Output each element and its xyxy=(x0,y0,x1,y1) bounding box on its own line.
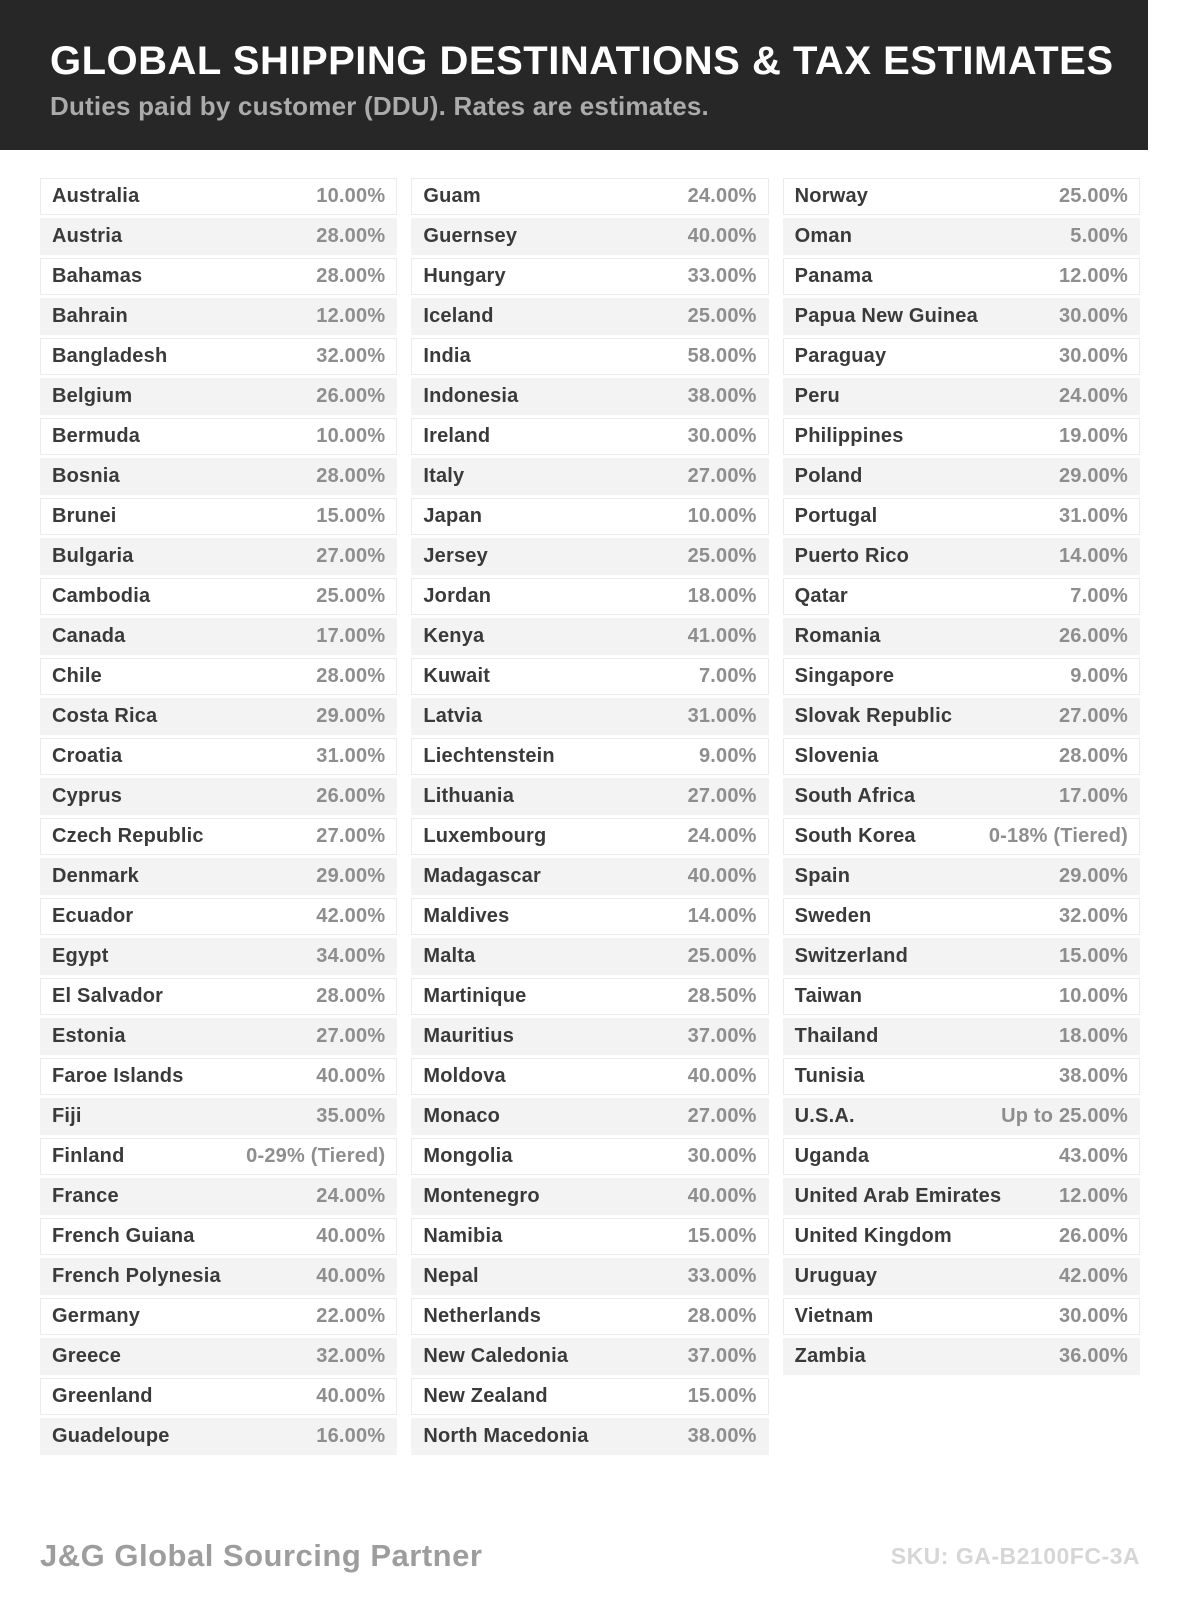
table-row xyxy=(411,1138,768,1175)
tax-rate: 30.00% xyxy=(1058,1305,1128,1327)
country-name: Brunei xyxy=(52,505,117,527)
country-name: Monaco xyxy=(423,1105,501,1127)
tax-rate: 37.00% xyxy=(687,1025,757,1047)
table-row xyxy=(783,658,1140,695)
header-banner xyxy=(0,0,1148,150)
table-row xyxy=(783,738,1140,775)
tax-rate: 28.00% xyxy=(316,985,386,1007)
country-name: Tunisia xyxy=(794,1065,865,1087)
country-name: New Caledonia xyxy=(423,1345,569,1367)
tax-rate: 31.00% xyxy=(1058,505,1128,527)
tax-rate: 33.00% xyxy=(687,265,757,287)
tax-rate: 10.00% xyxy=(316,425,386,447)
table-row xyxy=(411,1338,768,1375)
table-row xyxy=(411,538,768,575)
country-name: Vietnam xyxy=(794,1305,874,1327)
tax-rate: 30.00% xyxy=(687,1145,757,1167)
tax-rate: 0-29% (Tiered) xyxy=(246,1145,386,1167)
country-name: Bosnia xyxy=(52,465,120,487)
tax-rate: 28.00% xyxy=(316,225,386,247)
footer xyxy=(40,1534,1140,1578)
country-name: Oman xyxy=(794,225,853,247)
country-name: Bahamas xyxy=(52,265,143,287)
tax-rate: 24.00% xyxy=(687,825,757,847)
tax-rate: 22.00% xyxy=(316,1305,386,1327)
country-name: Latvia xyxy=(423,705,483,727)
table-row xyxy=(411,618,768,655)
tax-rate: 40.00% xyxy=(687,1065,757,1087)
table-row xyxy=(783,898,1140,935)
country-name: French Polynesia xyxy=(52,1265,221,1287)
tax-rate: 32.00% xyxy=(1058,905,1128,927)
tax-rate: 32.00% xyxy=(316,1345,386,1367)
tax-rate: 26.00% xyxy=(316,385,386,407)
tax-rate: 7.00% xyxy=(698,665,757,687)
tax-rate: 27.00% xyxy=(316,545,386,567)
table-row xyxy=(40,1418,397,1455)
table-row xyxy=(40,898,397,935)
country-name: Guam xyxy=(423,185,481,207)
country-name: Qatar xyxy=(794,585,848,607)
country-name: Romania xyxy=(794,625,881,647)
tax-rate: 38.00% xyxy=(1058,1065,1128,1087)
tax-rate: 40.00% xyxy=(316,1265,386,1287)
table-row xyxy=(40,658,397,695)
table-row xyxy=(40,578,397,615)
country-name: France xyxy=(52,1185,119,1207)
table-row xyxy=(40,458,397,495)
country-name: Lithuania xyxy=(423,785,515,807)
table-row xyxy=(783,858,1140,895)
tax-rate: 40.00% xyxy=(687,225,757,247)
table-row xyxy=(783,1298,1140,1335)
tax-rate: 41.00% xyxy=(687,625,757,647)
country-name: Namibia xyxy=(423,1225,503,1247)
rates-column-3 xyxy=(783,178,1140,1378)
country-name: Nepal xyxy=(423,1265,479,1287)
country-name: Iceland xyxy=(423,305,494,327)
tax-rate: 16.00% xyxy=(316,1425,386,1447)
table-row xyxy=(783,1138,1140,1175)
table-row xyxy=(40,538,397,575)
country-name: Estonia xyxy=(52,1025,126,1047)
country-name: Mauritius xyxy=(423,1025,515,1047)
table-row xyxy=(411,898,768,935)
country-name: Bermuda xyxy=(52,425,141,447)
tax-rate: 30.00% xyxy=(1058,345,1128,367)
country-name: Chile xyxy=(52,665,102,687)
tax-rate: Up to 25.00% xyxy=(1001,1105,1128,1127)
country-name: Maldives xyxy=(423,905,510,927)
table-row xyxy=(783,218,1140,255)
country-name: U.S.A. xyxy=(794,1105,855,1127)
table-row xyxy=(411,778,768,815)
country-name: Peru xyxy=(794,385,840,407)
table-row xyxy=(411,818,768,855)
country-name: India xyxy=(423,345,471,367)
tax-rate: 28.50% xyxy=(687,985,757,1007)
country-name: Faroe Islands xyxy=(52,1065,184,1087)
tax-rate: 0-18% (Tiered) xyxy=(988,825,1128,847)
tax-rate: 25.00% xyxy=(687,945,757,967)
table-row xyxy=(411,1218,768,1255)
table-row xyxy=(411,1178,768,1215)
table-row xyxy=(40,258,397,295)
table-row xyxy=(40,1298,397,1335)
country-name: United Kingdom xyxy=(794,1225,952,1247)
tax-rate: 19.00% xyxy=(1058,425,1128,447)
country-name: Kenya xyxy=(423,625,485,647)
country-name: Fiji xyxy=(52,1105,82,1127)
country-name: Panama xyxy=(794,265,873,287)
country-name: Guadeloupe xyxy=(52,1425,170,1447)
table-row xyxy=(411,178,768,215)
country-name: Moldova xyxy=(423,1065,506,1087)
country-name: Norway xyxy=(794,185,869,207)
tax-rates-table xyxy=(40,178,1140,1458)
country-name: Singapore xyxy=(794,665,895,687)
tax-rate: 30.00% xyxy=(687,425,757,447)
tax-rate: 28.00% xyxy=(1058,745,1128,767)
country-name: Liechtenstein xyxy=(423,745,555,767)
table-row xyxy=(40,858,397,895)
table-row xyxy=(783,1058,1140,1095)
tax-rate: 10.00% xyxy=(316,185,386,207)
tax-rate: 26.00% xyxy=(1058,625,1128,647)
tax-rate: 26.00% xyxy=(1058,1225,1128,1247)
country-name: French Guiana xyxy=(52,1225,195,1247)
table-row xyxy=(411,1378,768,1415)
table-row xyxy=(411,218,768,255)
country-name: Italy xyxy=(423,465,465,487)
table-row xyxy=(783,298,1140,335)
table-row xyxy=(783,1218,1140,1255)
tax-rate: 29.00% xyxy=(316,705,386,727)
tax-rate: 9.00% xyxy=(1070,665,1128,687)
country-name: Uruguay xyxy=(794,1265,878,1287)
country-name: Martinique xyxy=(423,985,527,1007)
country-name: Ireland xyxy=(423,425,491,447)
table-row xyxy=(411,498,768,535)
country-name: Madagascar xyxy=(423,865,541,887)
table-row xyxy=(783,498,1140,535)
country-name: United Arab Emirates xyxy=(794,1185,1002,1207)
tax-rate: 15.00% xyxy=(1058,945,1128,967)
country-name: Netherlands xyxy=(423,1305,542,1327)
table-row xyxy=(411,738,768,775)
country-name: Papua New Guinea xyxy=(794,305,978,327)
tax-rate: 34.00% xyxy=(316,945,386,967)
tax-rate: 30.00% xyxy=(1058,305,1128,327)
table-row xyxy=(40,618,397,655)
tax-rate: 25.00% xyxy=(687,305,757,327)
country-name: Greece xyxy=(52,1345,122,1367)
table-row xyxy=(411,418,768,455)
country-name: Thailand xyxy=(794,1025,879,1047)
tax-rate: 38.00% xyxy=(687,1425,757,1447)
tax-rate: 24.00% xyxy=(316,1185,386,1207)
table-row xyxy=(411,338,768,375)
country-name: Canada xyxy=(52,625,126,647)
table-row xyxy=(783,258,1140,295)
table-row xyxy=(783,1098,1140,1135)
country-name: Hungary xyxy=(423,265,506,287)
tax-rate: 12.00% xyxy=(316,305,386,327)
tax-rate: 25.00% xyxy=(316,585,386,607)
tax-rate: 36.00% xyxy=(1058,1345,1128,1367)
tax-rate: 37.00% xyxy=(687,1345,757,1367)
tax-rate: 58.00% xyxy=(687,345,757,367)
country-name: Portugal xyxy=(794,505,878,527)
table-row xyxy=(40,1378,397,1415)
table-row xyxy=(411,1098,768,1135)
country-name: Puerto Rico xyxy=(794,545,910,567)
country-name: Denmark xyxy=(52,865,139,887)
tax-rate: 35.00% xyxy=(316,1105,386,1127)
tax-rate: 27.00% xyxy=(316,825,386,847)
country-name: Luxembourg xyxy=(423,825,547,847)
table-row xyxy=(40,1258,397,1295)
country-name: South Africa xyxy=(794,785,916,807)
table-row xyxy=(40,498,397,535)
tax-rate: 27.00% xyxy=(687,1105,757,1127)
country-name: Japan xyxy=(423,505,483,527)
table-row xyxy=(783,1018,1140,1055)
tax-rate: 28.00% xyxy=(316,665,386,687)
country-name: Kuwait xyxy=(423,665,491,687)
tax-rate: 31.00% xyxy=(687,705,757,727)
country-name: Montenegro xyxy=(423,1185,540,1207)
table-row xyxy=(783,338,1140,375)
country-name: Cyprus xyxy=(52,785,123,807)
country-name: New Zealand xyxy=(423,1385,548,1407)
country-name: Bangladesh xyxy=(52,345,168,367)
table-row xyxy=(411,258,768,295)
table-row xyxy=(40,1058,397,1095)
country-name: Indonesia xyxy=(423,385,519,407)
table-row xyxy=(40,178,397,215)
table-row xyxy=(783,778,1140,815)
country-name: Australia xyxy=(52,185,140,207)
country-name: Switzerland xyxy=(794,945,908,967)
country-name: South Korea xyxy=(794,825,916,847)
table-row xyxy=(411,938,768,975)
tax-rate: 33.00% xyxy=(687,1265,757,1287)
rates-column-1 xyxy=(40,178,397,1458)
tax-rate: 28.00% xyxy=(316,465,386,487)
country-name: Ecuador xyxy=(52,905,134,927)
tax-rate: 29.00% xyxy=(316,865,386,887)
table-row xyxy=(411,1418,768,1455)
country-name: Costa Rica xyxy=(52,705,158,727)
tax-rate: 27.00% xyxy=(316,1025,386,1047)
tax-rate: 27.00% xyxy=(1058,705,1128,727)
table-row xyxy=(411,458,768,495)
table-row xyxy=(40,1218,397,1255)
page-subtitle: Duties paid by customer (DDU). Rates are estimates. xyxy=(50,91,709,121)
country-name: Malta xyxy=(423,945,476,967)
table-row xyxy=(40,218,397,255)
tax-rate: 14.00% xyxy=(687,905,757,927)
table-row xyxy=(783,1338,1140,1375)
tax-rate: 42.00% xyxy=(316,905,386,927)
table-row xyxy=(783,538,1140,575)
page-title: GLOBAL SHIPPING DESTINATIONS & TAX ESTIMATES xyxy=(50,39,1114,83)
table-row xyxy=(783,178,1140,215)
sku-label: SKU: GA-B2100FC-3A xyxy=(890,1542,1140,1569)
tax-rate: 5.00% xyxy=(1070,225,1128,247)
table-row xyxy=(40,818,397,855)
tax-rate: 31.00% xyxy=(316,745,386,767)
tax-rate: 14.00% xyxy=(1058,545,1128,567)
tax-rate: 40.00% xyxy=(316,1225,386,1247)
table-row xyxy=(411,1018,768,1055)
tax-rate: 27.00% xyxy=(687,785,757,807)
table-row xyxy=(40,1178,397,1215)
table-row xyxy=(411,1058,768,1095)
tax-rate: 18.00% xyxy=(1058,1025,1128,1047)
table-row xyxy=(783,418,1140,455)
table-row xyxy=(40,418,397,455)
table-row xyxy=(40,778,397,815)
tax-rate: 10.00% xyxy=(687,505,757,527)
table-row xyxy=(411,578,768,615)
tax-rate: 28.00% xyxy=(316,265,386,287)
table-row xyxy=(40,1338,397,1375)
country-name: Sweden xyxy=(794,905,872,927)
country-name: Slovenia xyxy=(794,745,879,767)
tax-rate: 43.00% xyxy=(1058,1145,1128,1167)
brand-name: J&G Global Sourcing Partner xyxy=(40,1538,483,1573)
country-name: Taiwan xyxy=(794,985,863,1007)
table-row xyxy=(783,1258,1140,1295)
table-row xyxy=(783,578,1140,615)
table-row xyxy=(40,698,397,735)
table-row xyxy=(411,698,768,735)
country-name: Croatia xyxy=(52,745,123,767)
country-name: Zambia xyxy=(794,1345,866,1367)
tax-rate: 18.00% xyxy=(687,585,757,607)
tax-rate: 9.00% xyxy=(698,745,757,767)
country-name: Spain xyxy=(794,865,851,887)
tax-rate: 40.00% xyxy=(687,865,757,887)
table-row xyxy=(411,378,768,415)
tax-rate: 40.00% xyxy=(316,1065,386,1087)
tax-rate: 40.00% xyxy=(316,1385,386,1407)
tax-rate: 29.00% xyxy=(1058,865,1128,887)
tax-rate: 27.00% xyxy=(687,465,757,487)
country-name: Mongolia xyxy=(423,1145,513,1167)
tax-rate: 25.00% xyxy=(1058,185,1128,207)
table-row xyxy=(411,658,768,695)
tax-rate: 38.00% xyxy=(687,385,757,407)
table-row xyxy=(40,978,397,1015)
tax-rate: 17.00% xyxy=(316,625,386,647)
country-name: Jersey xyxy=(423,545,488,567)
tax-rate: 12.00% xyxy=(1058,265,1128,287)
country-name: Paraguay xyxy=(794,345,887,367)
table-row xyxy=(783,698,1140,735)
country-name: El Salvador xyxy=(52,985,164,1007)
table-row xyxy=(411,858,768,895)
table-row xyxy=(783,458,1140,495)
tax-rate: 15.00% xyxy=(316,505,386,527)
table-row xyxy=(783,618,1140,655)
tax-rate: 32.00% xyxy=(316,345,386,367)
tax-rate: 15.00% xyxy=(687,1225,757,1247)
table-row xyxy=(783,818,1140,855)
table-row xyxy=(40,378,397,415)
table-row xyxy=(411,298,768,335)
tax-rate: 24.00% xyxy=(687,185,757,207)
table-row xyxy=(40,338,397,375)
tax-rate: 26.00% xyxy=(316,785,386,807)
tax-rate: 25.00% xyxy=(687,545,757,567)
tax-rate: 29.00% xyxy=(1058,465,1128,487)
table-row xyxy=(40,738,397,775)
tax-rate: 42.00% xyxy=(1058,1265,1128,1287)
country-name: Germany xyxy=(52,1305,141,1327)
country-name: Austria xyxy=(52,225,123,247)
tax-rate: 12.00% xyxy=(1058,1185,1128,1207)
country-name: Philippines xyxy=(794,425,904,447)
table-row xyxy=(783,978,1140,1015)
table-row xyxy=(40,1138,397,1175)
table-row xyxy=(40,1098,397,1135)
country-name: Belgium xyxy=(52,385,133,407)
tax-rate: 24.00% xyxy=(1058,385,1128,407)
tax-rate: 15.00% xyxy=(687,1385,757,1407)
country-name: Cambodia xyxy=(52,585,151,607)
table-row xyxy=(783,1178,1140,1215)
table-row xyxy=(411,1298,768,1335)
country-name: Slovak Republic xyxy=(794,705,953,727)
tax-rate: 17.00% xyxy=(1058,785,1128,807)
table-row xyxy=(40,1018,397,1055)
country-name: Uganda xyxy=(794,1145,870,1167)
tax-rate: 28.00% xyxy=(687,1305,757,1327)
country-name: Egypt xyxy=(52,945,109,967)
country-name: North Macedonia xyxy=(423,1425,589,1447)
country-name: Czech Republic xyxy=(52,825,204,847)
country-name: Greenland xyxy=(52,1385,153,1407)
country-name: Poland xyxy=(794,465,863,487)
table-row xyxy=(40,298,397,335)
country-name: Bahrain xyxy=(52,305,128,327)
country-name: Jordan xyxy=(423,585,492,607)
table-row xyxy=(783,938,1140,975)
country-name: Guernsey xyxy=(423,225,518,247)
table-row xyxy=(411,1258,768,1295)
country-name: Bulgaria xyxy=(52,545,134,567)
table-row xyxy=(40,938,397,975)
table-row xyxy=(411,978,768,1015)
rates-column-2 xyxy=(411,178,768,1458)
tax-rate: 40.00% xyxy=(687,1185,757,1207)
table-row xyxy=(783,378,1140,415)
tax-rate: 7.00% xyxy=(1070,585,1128,607)
country-name: Finland xyxy=(52,1145,125,1167)
tax-rate: 10.00% xyxy=(1058,985,1128,1007)
